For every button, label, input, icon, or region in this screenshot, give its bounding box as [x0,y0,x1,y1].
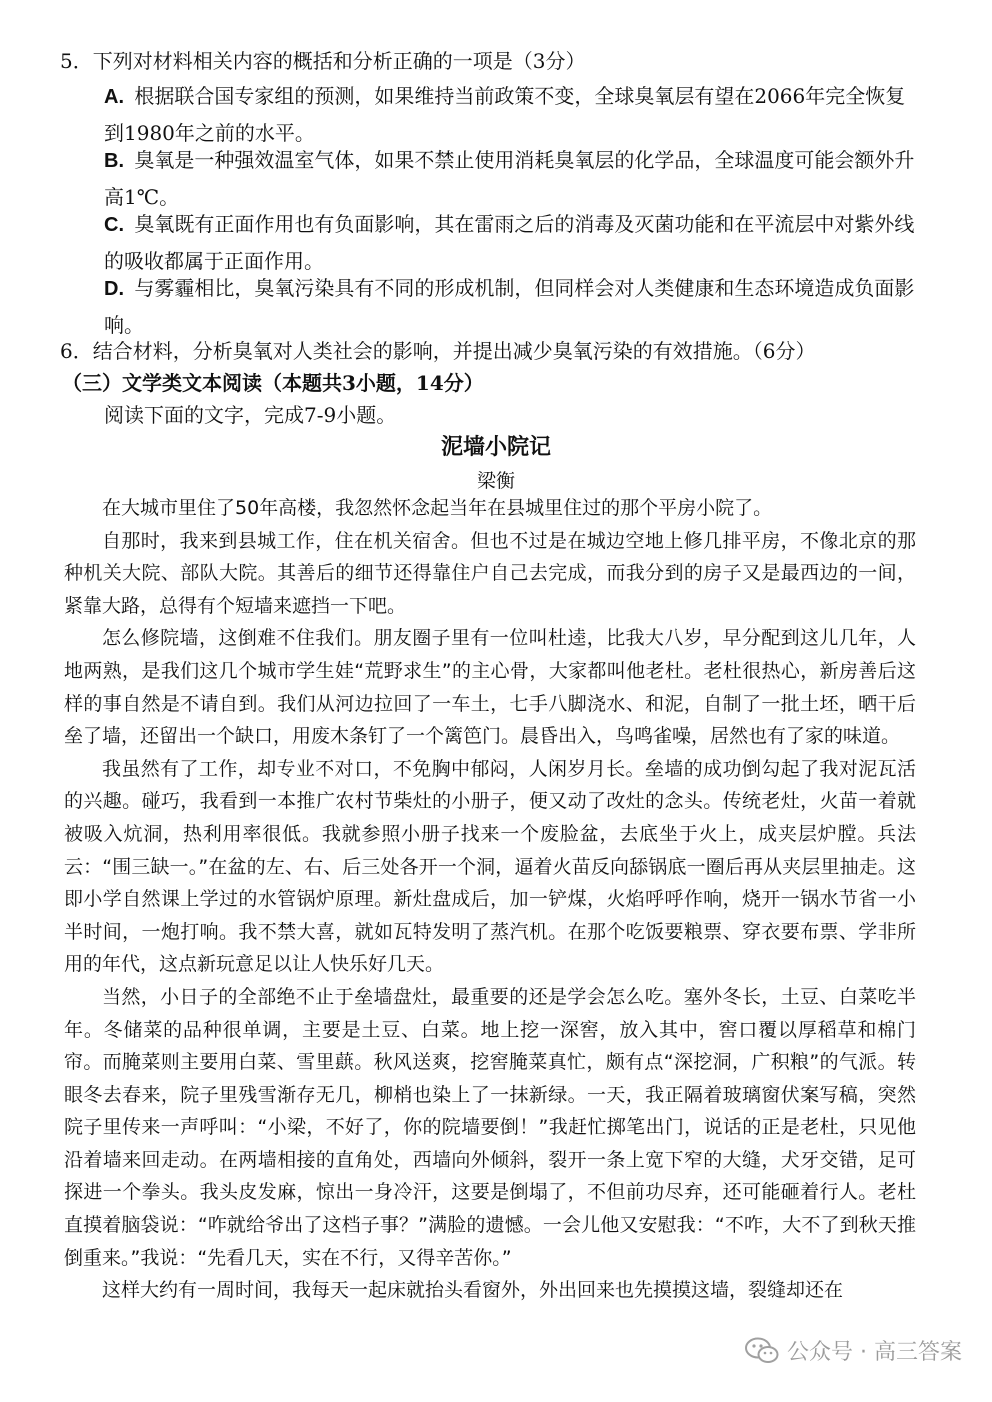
reading-instruction: 阅读下面的文字，完成7-9小题。 [104,403,397,427]
story-paragraph: 这样大约有一周时间，我每天一起床就抬头看窗外，外出回来也先摸摸这墙，裂缝却还在 [102,1279,844,1302]
story-paragraph: 在大城市里住了50年高楼，我忽然怀念起当年在县城里住过的那个平房小院了。 [102,497,773,519]
option-d [104,270,920,343]
option-text: 臭氧是一种强效温室气体，如果不禁止使用消耗臭氧层的化学品，全球温度可能会额外升高1℃。 [104,148,915,209]
watermark [745,1335,962,1366]
story-paragraph: 当然，小日子的全部绝不止于垒墙盘灶，最重要的还是学会怎么吃。塞外冬长，土豆、白菜吃半年。冬储菜的品种很单调，主要是土豆、白菜。地上挖一深窖，放入其中，窖口覆以厚稻草和棉门帘。而腌菜则主要用白菜、雪里蕻。秋风送爽，挖窖腌菜真忙，颇有点“深挖洞，广积粮”的气派。转眼冬去春来，院子里残雪渐存无几，柳梢也染上了一抹新绿。一天，我正隔着玻璃窗伏案写稿，突然院子里传来一声呼叫：“小梁，不好了，你的院墙要倒！”我赶忙掷笔出门，说话的正是老杜，只见他沿着墙来回走动。在两墙相接的直角处，西墙向外倾斜，裂开一条上宽下窄的大缝，犬牙交错，足可探进一个拳头。我头皮发麻，惊出一身冷汗，这要是倒塌了，不但前功尽弃，还可能砸着行人。老杜直摸着脑袋说：“咋就给爷出了这档子事？”满脸的遗憾。一会儿他又安慰我：“不咋，大不了到秋天推倒重来。”我说：“先看几天，实在不行，又得辛苦你。” [64,985,916,1269]
wechat-icon [745,1337,779,1365]
story-paragraph: 自那时，我来到县城工作，住在机关宿舍。但也不过是在城边空地上修几排平房，不像北京的那种机关大院、部队大院。其善后的细节还得靠住户自己去完成，而我分到的房子又是最西边的一间，紧靠大路，总得有个短墙来遮挡一下吧。 [64,529,916,617]
option-letter: D. [104,278,124,300]
question-5-stem: 5．下列对材料相关内容的概括和分析正确的一项是（3分） [60,49,586,73]
option-a [104,78,920,151]
story-title: 泥墙小院记 [440,434,551,460]
question-6-stem: 6．结合材料，分析臭氧对人类社会的影响，并提出减少臭氧污染的有效措施。（6分） [60,339,816,363]
story-paragraph: 我虽然有了工作，却专业不对口，不免胸中郁闷，人闲岁月长。垒墙的成功倒勾起了我对泥瓦活的兴趣。碰巧，我看到一本推广农村节柴灶的小册子，便又动了改灶的念头。传统老灶，火苗一着就被吸入炕洞，热利用率很低。我就参照小册子找来一个废脸盆，去底坐于火上，成夹层炉膛。兵法云：“围三缺一。”在盆的左、右、后三处各开一个洞，逼着火苗反向舔锅底一圈后再从夹层里抽走。这即小学自然课上学过的水管锅炉原理。新灶盘成后，加一铲煤，火焰呼呼作响，烧开一锅水节省一小半时间，一炮打响。我不禁大喜，就如瓦特发明了蒸汽机。在那个吃饭要粮票、穿衣要布票、学非所用的年代，这点新玩意足以让人快乐好几天。 [64,757,916,976]
option-text: 根据联合国专家组的预测，如果维持当前政策不变，全球臭氧层有望在2066年完全恢复到1980年之前的水平。 [104,84,906,145]
story-author: 梁衡 [476,470,515,492]
section-heading: （三）文学类文本阅读（本题共3小题，14分） [62,371,484,395]
option-b [104,142,920,215]
option-letter: B. [104,150,124,172]
option-text: 与雾霾相比，臭氧污染具有不同的形成机制，但同样会对人类健康和生态环境造成负面影响。 [104,276,915,337]
option-text: 臭氧既有正面作用也有负面影响，其在雷雨之后的消毒及灭菌功能和在平流层中对紫外线的吸收都属于正面作用。 [104,212,915,273]
story-paragraph: 怎么修院墙，这倒难不住我们。朋友圈子里有一位叫杜逵，比我大八岁，早分配到这儿几年，人地两熟，是我们这几个城市学生娃“荒野求生”的主心骨，大家都叫他老杜。老杜很热心，新房善后这样的事自然是不请自到。我们从河边拉回了一车土，七手八脚浇水、和泥，自制了一批土坯，晒干后垒了墙，还留出一个缺口，用废木条钉了一个篱笆门。晨昏出入，鸟鸣雀噪，居然也有了家的味道。 [64,627,916,748]
story-body [64,492,916,1307]
option-letter: A. [104,86,124,108]
option-letter: C. [104,214,124,236]
watermark-text: 公众号 · 高三答案 [787,1340,962,1365]
option-c [104,206,920,279]
